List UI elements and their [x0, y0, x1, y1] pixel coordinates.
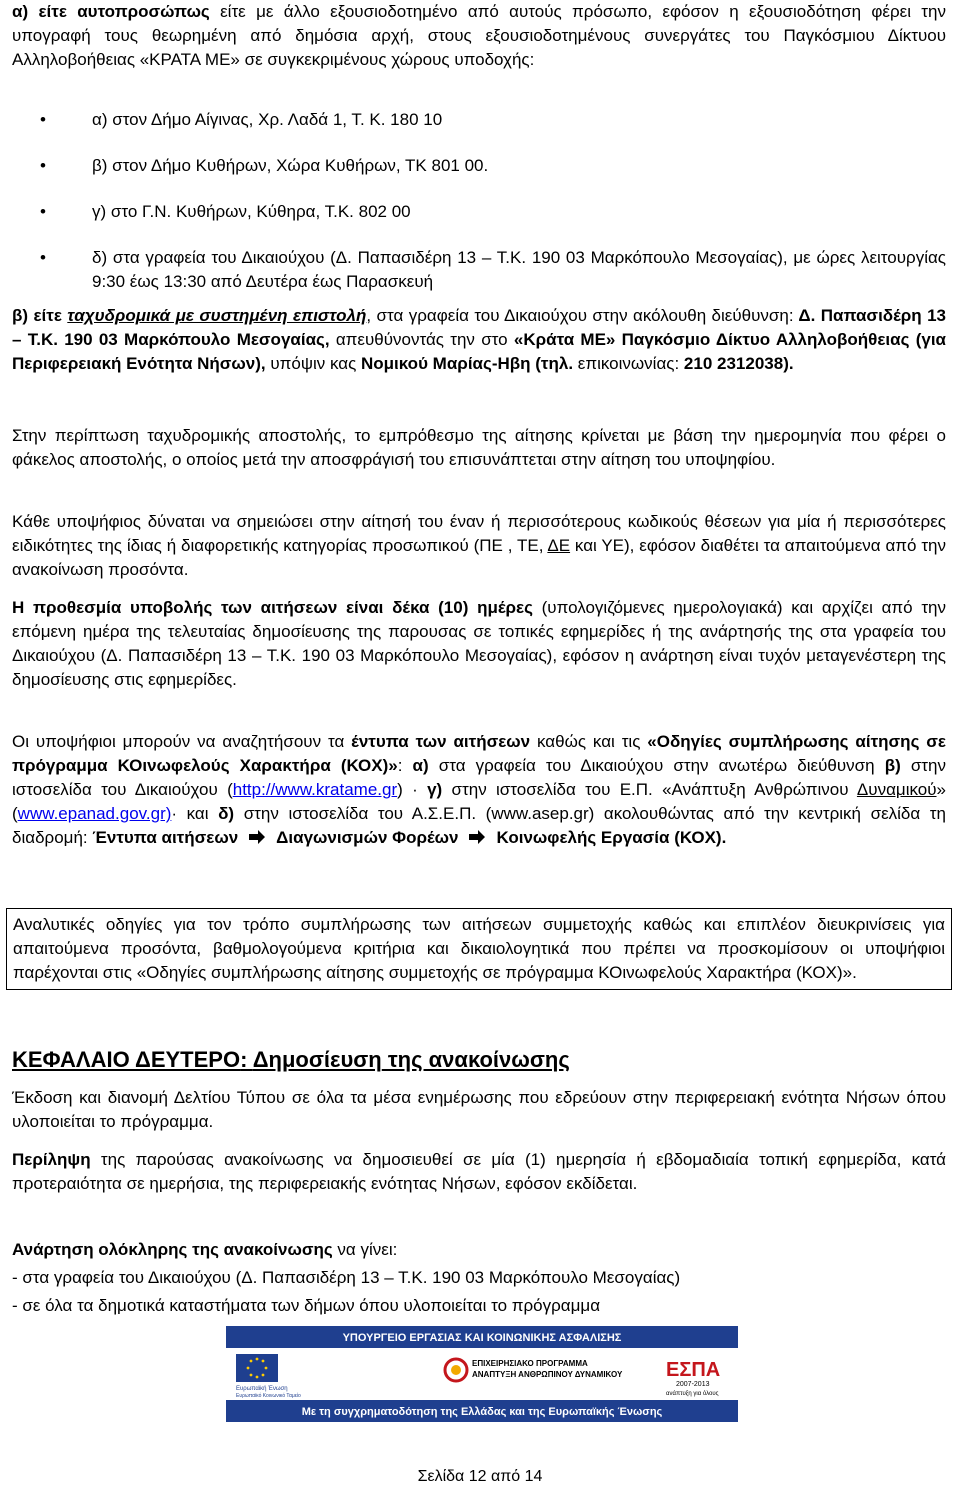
arrow-right-icon	[248, 829, 266, 845]
paragraph-postal: Στην περίπτωση ταχυδρομικής αποστολής, το εμπρόθεσμο της αίτησης κρίνεται με βάση την ημερομηνία που φέρει ο φάκελος αποστολής, ο οποίος μετά την αποσφράγισή του επισυνάπτεται στην αίτηση του υποψηφίου.	[12, 426, 946, 469]
paragraph-b: β) είτε ταχυδρομικά με συστημένη επιστολή, στα γραφεία του Δικαιούχου στην ακόλουθη διεύθυνση: Δ. Παπασιδέρη 13 – Τ.Κ. 190 03 Μαρκόπουλο Μεσογαίας, απευθύνοντάς την στο «Κράτα ΜΕ» Παγκόσμιο Δίκτυο Αλληλοβοήθειας (για Περιφερειακή Ενότητα Νήσων), υπόψιν κας Νομικού Μαρίας-Ηβη (τηλ. επικοινωνίας: 210 2312038).	[12, 306, 946, 373]
eu-sub: Ευρωπαϊκό Κοινωνικό Ταμείο	[236, 1393, 301, 1399]
op-line2: ΑΝΑΠΤΥΞΗ ΑΝΘΡΩΠΙΝΟΥ ΔΥΝΑΜΙΚΟΥ	[472, 1370, 623, 1379]
espa-sub: ανάπτυξη για όλους	[666, 1391, 719, 1397]
kratame-link[interactable]: http://www.kratame.gr	[232, 780, 398, 799]
paragraph-press: Έκδοση και διανομή Δελτίου Τύπου σε όλα τα μέσα ενημέρωσης που εδρεύουν στην περιφερειακή ενότητα Νήσων όπου υλοποιείται το πρόγραμμα.	[12, 1088, 946, 1131]
para-b-registered-mail: ταχυδρομικά με συστημένη επιστολή	[67, 306, 367, 325]
paragraph-deadline: Η προθεσμία υποβολής των αιτήσεων είναι δέκα (10) ημέρες (υπολογιζόμενες ημερολογιακά) και αρχίζει από την επόμενη ημέρα της τελευταίας δημοσίευσης της παρουσας σε τοπικές εφημερίδες ή της ανάρτησής της στα γραφεία του Δικαιούχου (Δ. Παπασιδέρη 13 – Τ.Κ. 190 03 Μαρκόπουλο Μεσογαίας), εφόσον η ανάρτηση είναι τυχόν μεταγενέστερη της δημοσίευσης στις εφημερίδες.	[12, 598, 946, 689]
para-a-bold: αυτοπροσώπως	[77, 2, 210, 21]
bullet-icon: •	[40, 156, 46, 175]
organization: «Κράτα ΜΕ» Παγκόσμιο Δίκτυο Αλληλοβοήθειας (για Περιφερειακή Ενότητα Νήσων),	[12, 330, 946, 373]
list-item: • β) στον Δήμο Κυθήρων, Χώρα Κυθήρων, ΤΚ 801 00.	[12, 154, 946, 178]
epanad-link[interactable]: www.epanad.gov.gr)	[17, 804, 172, 823]
contact-name: Νομικού Μαρίας-Ηβη (τηλ.	[360, 354, 574, 373]
para-b-label: β) είτε	[12, 306, 62, 325]
arrow-right-icon	[468, 829, 486, 845]
locations-list	[12, 108, 946, 294]
para-a-rest: είτε με άλλο εξουσιοδοτημένο από αυτούς πρόσωπο, εφόσον η εξουσιοδότηση φέρει την υπογραφή τους θεωρημένη από δημόσια αρχή, στους εξουσιοδοτημένους συνεργάτες του Παγκόσμιου Δίκτυου Αλληλοβοήθειας «ΚΡΑΤΑ ΜΕ» σε συγκεκριμένους χώρους υποδοχής:	[12, 2, 946, 69]
posting-section: Ανάρτηση ολόκληρης της ανακοίνωσης να γίνει: - στα γραφεία του Δικαιούχου (Δ. Παπασιδέρη 13 – Τ.Κ. 190 03 Μαρκόπουλο Μεσογαίας) - σε όλα τα δημοτικά καταστήματα των δήμων όπου υλοποιείται το πρόγραμμα	[12, 1236, 946, 1320]
espa-years: 2007-2013	[676, 1381, 710, 1388]
eu-flag-icon	[236, 1354, 278, 1382]
bullet-icon: •	[40, 202, 46, 221]
posting-line-2: - σε όλα τα δημοτικά καταστήματα των δήμων όπου υλοποιείται το πρόγραμμα	[12, 1296, 601, 1315]
list-item: • α) στον Δήμο Αίγινας, Χρ. Λαδά 1, Τ. Κ. 180 10	[12, 108, 946, 132]
paragraph-codes: Κάθε υποψήφιος δύναται να σημειώσει στην αίτησή του έναν ή περισσότερους κωδικούς θέσεων για μία ή περισσότερες ειδικότητες της ίδιας ή διαφορετικής κατηγορίας προσωπικού (ΠΕ , ΤΕ, ΔΕ και ΥΕ), εφόσον διαθέτει τα απαιτούμενα από την ανακοίνωση προσόντα.	[12, 512, 946, 579]
posting-line-1: - στα γραφεία του Δικαιούχου (Δ. Παπασιδέρη 13 – Τ.Κ. 190 03 Μαρκόπουλο Μεσογαίας)	[12, 1268, 681, 1287]
paragraph-forms: Οι υποψήφιοι μπορούν να αναζητήσουν τα έντυπα των αιτήσεων καθώς και τις «Οδηγίες συμπλήρωσης αίτησης σε πρόγραμμα ΚΟινωφελούς Χαρακτήρα (ΚΟΧ)»: α) στα γραφεία του Δικαιούχου στην ανωτέρω διεύθυνση β) στην ιστοσελίδα του Δικαιούχου (http://www.kratame.gr) · γ) στην ιστοσελίδα του Ε.Π. «Ανάπτυξη Ανθρώπινου Δυναμικού» (www.epanad.gov.gr)· και δ) στην ιστοσελίδα του Α.Σ.Ε.Π. (www.asep.gr) ακολουθώντας από την κεντρική σελίδα τη διαδρομή: Έντυπα αιτήσεων Διαγωνισμών Φορέων Κοινωφελής Εργασία (ΚΟΧ).	[12, 732, 946, 847]
eu-label: Ευρωπαϊκή Ένωση	[236, 1386, 288, 1392]
bullet-icon: •	[40, 248, 46, 267]
list-item: • γ) στο Γ.Ν. Κυθήρων, Κύθηρα, Τ.Κ. 802 00	[12, 200, 946, 224]
paragraph-a	[12, 0, 946, 72]
espa-logo: ΕΣΠΑ	[666, 1359, 721, 1381]
paragraph-summary: Περίληψη της παρούσας ανακοίνωσης να δημοσιευθεί σε μία (1) ημερησία ή εβδομαδιαία τοπική εφημερίδα, κατά προτεραιότητα σε ημερήσια, της περιφερειακής ενότητας Νήσων, εφόσον εκδίδεται.	[12, 1150, 946, 1193]
instructions-text: Αναλυτικές οδηγίες για τον τρόπο συμπλήρωσης των αιτήσεων συμμετοχής καθώς και επιπλέον διευκρινίσεις για απαιτούμενα προσόντα, βαθμολογούμενα κριτήρια και δικαιολογητικά που πρέπει να προσκομίσουν οι υποψήφιοι παρέχονται στις «Οδηγίες συμπλήρωσης αίτησης συμμετοχής σε πρόγραμμα ΚΟινωφελούς Χαρακτήρα (ΚΟΧ)».	[13, 915, 945, 982]
contact-phone: 210 2312038).	[683, 354, 794, 373]
funding-banner	[226, 1326, 738, 1422]
funding-logos	[226, 1326, 738, 1422]
instructions-box	[6, 908, 952, 990]
list-item: • δ) στα γραφεία του Δικαιούχου (Δ. Παπασιδέρη 13 – Τ.Κ. 190 03 Μαρκόπουλο Μεσογαίας), με ώρες λειτουργίας 9:30 έως 13:30 από Δευτέρα έως Παρασκευή	[40, 248, 946, 291]
op-line1: ΕΠΙΧΕΙΡΗΣΙΑΚΟ ΠΡΟΓΡΑΜΜΑ	[472, 1359, 588, 1368]
address: Δ. Παπασιδέρη 13 – Τ.Κ. 190 03 Μαρκόπουλο Μεσογαίας,	[12, 306, 946, 349]
page-number: Σελίδα 12 από 14	[417, 1468, 543, 1485]
ministry-name: ΥΠΟΥΡΓΕΙΟ ΕΡΓΑΣΙΑΣ ΚΑΙ ΚΟΙΝΩΝΙΚΗΣ ΑΣΦΑΛΙΣΗΣ	[342, 1332, 622, 1344]
para-a-label: α) είτε	[12, 2, 67, 21]
bullet-icon: •	[40, 110, 46, 129]
funding-slogan: Με τη συγχρηματοδότηση της Ελλάδας και της Ευρωπαϊκής Ένωσης	[301, 1406, 663, 1418]
chapter-heading: ΚΕΦΑΛΑΙΟ ΔΕΥΤΕΡΟ: Δημοσίευση της ανακοίνωσης	[12, 1047, 570, 1072]
